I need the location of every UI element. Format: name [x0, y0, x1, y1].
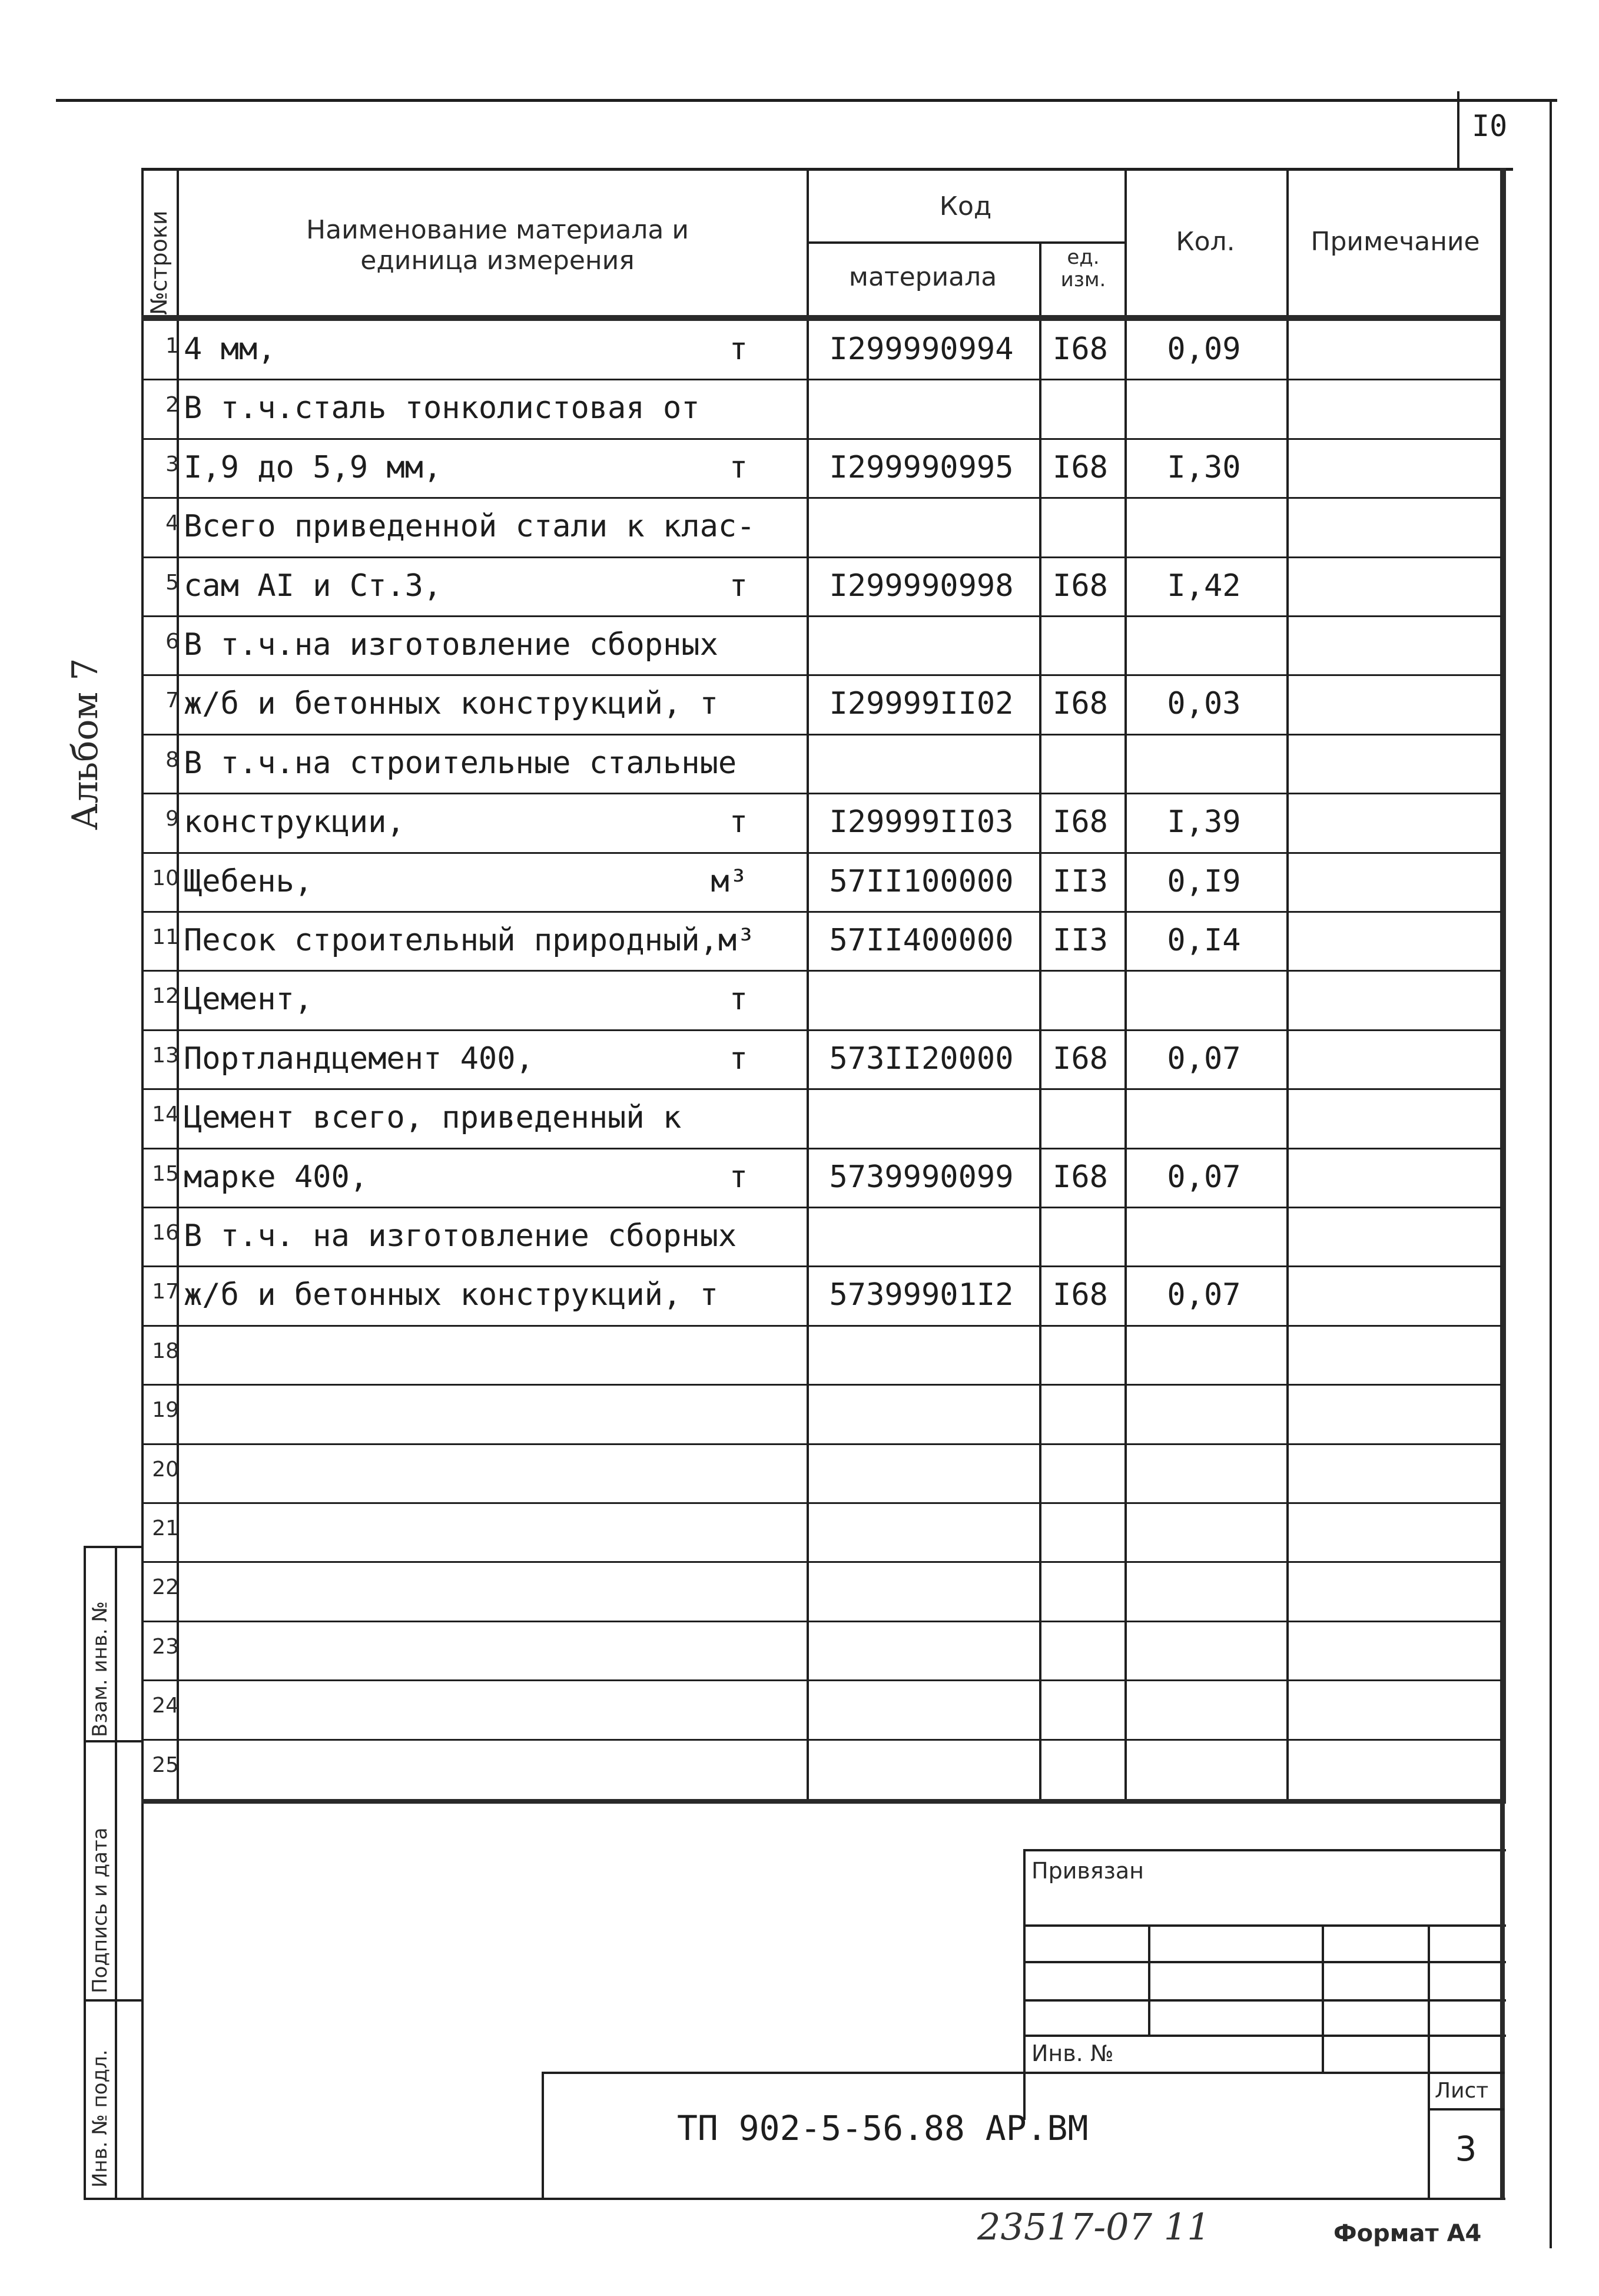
row-number: 4 [165, 511, 179, 536]
material-name: ж/б и бетонных конструкций, т [184, 686, 718, 722]
inv-podl-label: Инв. № подл. [88, 2049, 112, 2188]
row-separator [141, 1679, 1501, 1681]
row-number: 14 [152, 1102, 179, 1127]
unit-code: I68 [1053, 449, 1108, 485]
row-number: 25 [152, 1752, 179, 1777]
doc-code-top [542, 2072, 1505, 2074]
row-number: 15 [152, 1161, 179, 1186]
title-block-line-1 [1023, 1924, 1506, 1927]
document-code: ТП 902-5-56.88 АР.ВМ [677, 2108, 1089, 2148]
unit-code: I68 [1053, 686, 1108, 722]
privyazan-label: Привязан [1031, 1858, 1144, 1884]
table-left-border [141, 168, 144, 2199]
header-name: Наименование материала и единица измерения [306, 215, 689, 276]
podpis-data-label: Подпись и дата [88, 1827, 112, 1993]
material-name: Всего приведенной стали к клас- [184, 509, 755, 545]
row-separator [141, 379, 1501, 380]
material-name: Песок строительный природный,м³ [184, 923, 755, 958]
code-subheader-line [807, 241, 1124, 244]
page-right-edge-line [1550, 99, 1552, 2248]
quantity: I,39 [1167, 804, 1241, 840]
unit-of-measure: т [729, 982, 748, 1018]
list-number: 3 [1455, 2129, 1477, 2169]
row-number: 9 [165, 807, 179, 831]
title-block-line-4 [1023, 2035, 1506, 2037]
material-name: В т.ч.на изготовление сборных [184, 627, 718, 662]
quantity: I,30 [1167, 449, 1241, 485]
material-name: 4 мм, [184, 332, 276, 367]
material-code: I299990994 [829, 332, 1014, 367]
unit-code: II3 [1053, 863, 1108, 899]
row-separator [141, 615, 1501, 617]
row-number: 5 [165, 570, 179, 595]
row-number: 8 [165, 747, 179, 772]
title-block-top [1023, 1849, 1506, 1851]
material-name: В т.ч.на строительные стальные [184, 745, 737, 781]
header-code: Код [939, 191, 992, 221]
material-name: Портландцемент 400, [184, 1041, 534, 1076]
material-code: I29999II02 [829, 686, 1014, 722]
unit-code: I68 [1053, 1041, 1108, 1076]
row-separator [141, 1561, 1501, 1563]
quantity: 0,07 [1167, 1159, 1241, 1195]
row-separator [141, 1148, 1501, 1149]
album-label: Альбом 7 [65, 658, 106, 830]
title-block-line-3 [1023, 1999, 1506, 2002]
row-number: 13 [152, 1043, 179, 1068]
unit-of-measure: т [729, 804, 748, 840]
title-block-col-1 [1148, 1924, 1150, 2035]
unit-of-measure: м³ [711, 863, 748, 899]
row-separator [141, 674, 1501, 676]
side-stamp-line-3 [84, 1999, 141, 2002]
header-bottom-line [141, 315, 1506, 321]
doc-code-left [542, 2072, 544, 2198]
material-code: I299990998 [829, 568, 1014, 604]
quantity: 0,I4 [1167, 923, 1241, 958]
row-number: 1 [165, 334, 179, 358]
row-separator [141, 970, 1501, 972]
row-number: 11 [152, 925, 179, 949]
material-name: В т.ч.сталь тонколистовая от [184, 390, 700, 426]
unit-code: I68 [1053, 1277, 1108, 1313]
row-separator [141, 1621, 1501, 1622]
table-bottom-line [141, 1799, 1506, 1804]
page-number-box-left [1457, 91, 1459, 168]
row-number: 21 [152, 1516, 179, 1540]
row-separator [141, 1502, 1501, 1504]
row-separator [141, 911, 1501, 913]
row-number: 17 [152, 1280, 179, 1304]
row-number: 7 [165, 688, 179, 713]
qty-col-border [1286, 168, 1289, 1802]
table-right-border [1500, 168, 1506, 1802]
vzam-inv-label: Взам. инв. № [88, 1601, 112, 1737]
quantity: 0,I9 [1167, 863, 1241, 899]
row-separator [141, 1384, 1501, 1386]
unit-of-measure: т [729, 1041, 748, 1076]
unit-of-measure: т [729, 1159, 748, 1195]
unit-col-border [1124, 168, 1127, 1802]
row-number: 22 [152, 1575, 179, 1600]
row-separator [141, 1739, 1501, 1741]
row-separator [141, 852, 1501, 854]
header-material: материала [848, 262, 997, 292]
title-block-line-2 [1023, 1961, 1506, 1963]
unit-of-measure: т [729, 332, 748, 367]
row-number: 19 [152, 1398, 179, 1423]
row-separator [141, 1029, 1501, 1031]
list-label: Лист [1435, 2079, 1489, 2103]
page-number: I0 [1472, 109, 1508, 143]
side-stamp-left-border [84, 1546, 86, 2199]
row-number: 20 [152, 1457, 179, 1482]
header-qty: Кол. [1176, 227, 1235, 257]
quantity: 0,09 [1167, 332, 1241, 367]
title-block-left [1023, 1849, 1026, 2120]
quantity: 0,03 [1167, 686, 1241, 722]
material-name: Цемент всего, приведенный к [184, 1100, 682, 1136]
row-number: 10 [152, 866, 179, 890]
row-separator [141, 556, 1501, 558]
unit-code: I68 [1053, 1159, 1108, 1195]
row-separator [141, 1265, 1501, 1267]
header-note: Примечание [1311, 227, 1480, 257]
row-number: 6 [165, 630, 179, 654]
material-name: В т.ч. на изготовление сборных [184, 1218, 737, 1254]
material-name: I,9 до 5,9 мм, [184, 449, 442, 485]
material-name: Цемент, [184, 982, 313, 1018]
unit-of-measure: т [729, 568, 748, 604]
row-separator [141, 793, 1501, 794]
material-name: сам АI и Ст.3, [184, 568, 442, 604]
handwritten-inventory-number: 23517-07 11 [977, 2205, 1210, 2248]
row-separator [141, 734, 1501, 735]
material-name: ж/б и бетонных конструкций, т [184, 1277, 718, 1313]
header-row-number: №строки [146, 210, 172, 315]
material-code: I299990995 [829, 449, 1014, 485]
side-stamp-mid-border [115, 1546, 117, 2199]
material-col-border [1039, 241, 1041, 1802]
header-unit: ед. изм. [1060, 246, 1106, 291]
row-number: 16 [152, 1221, 179, 1245]
material-code: 57399901I2 [829, 1277, 1014, 1313]
unit-code: I68 [1053, 804, 1108, 840]
row-number: 23 [152, 1634, 179, 1659]
material-code: 573II20000 [829, 1041, 1014, 1076]
quantity: 0,07 [1167, 1277, 1241, 1313]
side-stamp-line-4 [84, 2198, 1505, 2200]
title-block-col-2 [1322, 1924, 1324, 2072]
row-separator [141, 438, 1501, 440]
unit-of-measure: т [729, 449, 748, 485]
unit-code: I68 [1053, 332, 1108, 367]
row-separator [141, 1443, 1501, 1445]
row-number: 2 [165, 393, 179, 418]
material-code: 57II100000 [829, 863, 1014, 899]
row-number: 18 [152, 1338, 179, 1363]
row-separator [141, 1207, 1501, 1208]
material-code: 57II400000 [829, 923, 1014, 958]
row-separator [141, 1325, 1501, 1327]
material-code: 5739990099 [829, 1159, 1014, 1195]
row-separator [141, 1088, 1501, 1090]
side-stamp-line-2 [84, 1740, 141, 1742]
side-stamp-line-1 [84, 1546, 141, 1548]
material-name: конструкции, [184, 804, 405, 840]
quantity: 0,07 [1167, 1041, 1241, 1076]
row-number: 24 [152, 1694, 179, 1718]
header-top-line [141, 168, 1513, 171]
name-col-border [807, 168, 809, 1802]
inv-no-label: Инв. № [1031, 2040, 1114, 2066]
unit-code: I68 [1053, 568, 1108, 604]
material-name: марке 400, [184, 1159, 369, 1195]
row-number: 12 [152, 984, 179, 1009]
material-code: I29999II03 [829, 804, 1014, 840]
quantity: I,42 [1167, 568, 1241, 604]
format-label: Формат А4 [1333, 2220, 1482, 2247]
row-separator [141, 497, 1501, 499]
unit-code: II3 [1053, 923, 1108, 958]
material-name: Щебень, [184, 863, 313, 899]
list-label-line [1428, 2108, 1504, 2111]
top-border-line [56, 99, 1557, 102]
row-number: 3 [165, 452, 179, 476]
